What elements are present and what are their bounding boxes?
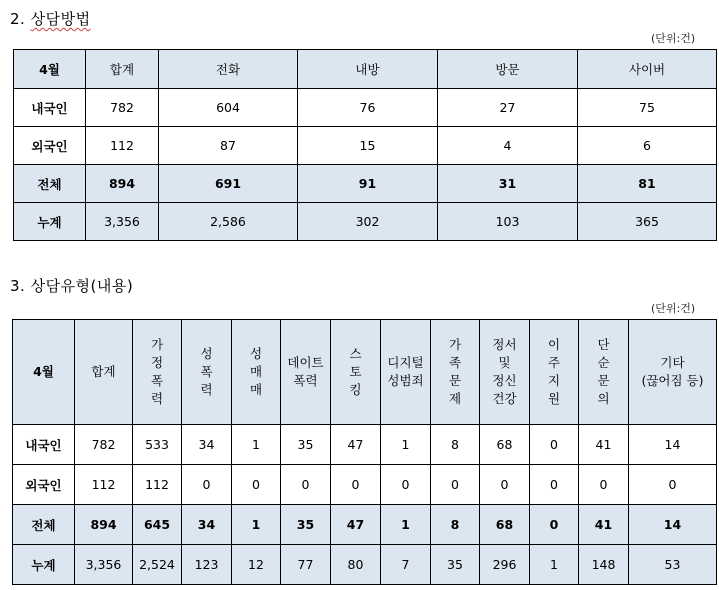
table-cell: 77 [281, 545, 331, 585]
table-cell: 103 [438, 203, 578, 241]
table-header-row [13, 320, 717, 425]
table-cell: 3,356 [75, 545, 133, 585]
table-cell: 91 [298, 165, 438, 203]
section1-title-word: 상담방법 [30, 10, 91, 28]
table-cell: 27 [438, 89, 578, 127]
table-row [14, 203, 717, 241]
header-cell: 가 족 문 제 [431, 320, 480, 425]
table-cell: 41 [579, 425, 629, 465]
table-cell: 112 [86, 127, 159, 165]
table-cell: 1 [381, 505, 431, 545]
table-cell: 68 [480, 425, 530, 465]
table-cell: 2,524 [133, 545, 182, 585]
header-cell: 정서 및 정신 건강 [480, 320, 530, 425]
table-cell: 3,356 [86, 203, 159, 241]
table-cell: 365 [578, 203, 717, 241]
table-cell: 2,586 [159, 203, 298, 241]
table-row [14, 127, 717, 165]
table-cell: 302 [298, 203, 438, 241]
table-cell: 0 [530, 505, 579, 545]
header-cell: 성 매 매 [232, 320, 281, 425]
table-row [13, 505, 717, 545]
table-cell: 604 [159, 89, 298, 127]
section1-unit: (단위:건) [651, 32, 696, 45]
header-cell: 4월 [13, 320, 75, 425]
row-label: 누계 [14, 203, 86, 241]
table-cell: 0 [480, 465, 530, 505]
table-cell: 1 [530, 545, 579, 585]
table-cell: 81 [578, 165, 717, 203]
table-cell: 894 [75, 505, 133, 545]
header-cell: 가 정 폭 력 [133, 320, 182, 425]
table-cell: 34 [182, 425, 232, 465]
table-header-row [14, 50, 717, 89]
table-row [13, 465, 717, 505]
header-cell: 합계 [86, 50, 159, 89]
table-cell: 53 [629, 545, 717, 585]
section2-title: 3. 상담유형(내용) [10, 277, 134, 295]
section1-title-prefix: 2. [10, 10, 31, 28]
table-cell: 0 [530, 425, 579, 465]
row-label: 외국인 [14, 127, 86, 165]
header-cell: 기타 (끊어짐 등) [629, 320, 717, 425]
table-cell: 0 [579, 465, 629, 505]
table-cell: 75 [578, 89, 717, 127]
table-cell: 8 [431, 505, 480, 545]
table-cell: 80 [331, 545, 381, 585]
header-cell: 스 토 킹 [331, 320, 381, 425]
header-cell: 성 폭 력 [182, 320, 232, 425]
table-cell: 68 [480, 505, 530, 545]
table-cell: 123 [182, 545, 232, 585]
table-cell: 0 [232, 465, 281, 505]
table-cell: 0 [281, 465, 331, 505]
table-cell: 112 [75, 465, 133, 505]
table-cell: 1 [232, 425, 281, 465]
section2-unit: (단위:건) [651, 302, 696, 315]
row-label: 누계 [13, 545, 75, 585]
table-cell: 4 [438, 127, 578, 165]
consultation-type-table [12, 319, 717, 585]
table-cell: 0 [381, 465, 431, 505]
table-cell: 76 [298, 89, 438, 127]
table-cell: 31 [438, 165, 578, 203]
row-label: 외국인 [13, 465, 75, 505]
table-cell: 6 [578, 127, 717, 165]
header-cell: 이 주 지 원 [530, 320, 579, 425]
table-cell: 15 [298, 127, 438, 165]
header-cell: 4월 [14, 50, 86, 89]
table-row [13, 545, 717, 585]
table-cell: 112 [133, 465, 182, 505]
table-cell: 533 [133, 425, 182, 465]
header-cell: 데이트 폭력 [281, 320, 331, 425]
header-cell: 전화 [159, 50, 298, 89]
table-cell: 34 [182, 505, 232, 545]
table-cell: 0 [331, 465, 381, 505]
table-cell: 8 [431, 425, 480, 465]
table-row [14, 165, 717, 203]
header-cell: 합계 [75, 320, 133, 425]
table-cell: 0 [182, 465, 232, 505]
table-cell: 35 [431, 545, 480, 585]
table-cell: 645 [133, 505, 182, 545]
table-cell: 148 [579, 545, 629, 585]
row-label: 전체 [13, 505, 75, 545]
table-cell: 0 [431, 465, 480, 505]
table-cell: 1 [232, 505, 281, 545]
row-label: 내국인 [14, 89, 86, 127]
table-cell: 41 [579, 505, 629, 545]
table-cell: 7 [381, 545, 431, 585]
table-cell: 1 [381, 425, 431, 465]
table-row [14, 89, 717, 127]
table-cell: 87 [159, 127, 298, 165]
row-label: 내국인 [13, 425, 75, 465]
table-cell: 35 [281, 505, 331, 545]
table-cell: 782 [86, 89, 159, 127]
table-cell: 35 [281, 425, 331, 465]
table-cell: 12 [232, 545, 281, 585]
header-cell: 사이버 [578, 50, 717, 89]
table-cell: 0 [530, 465, 579, 505]
header-cell: 디지털 성범죄 [381, 320, 431, 425]
table-cell: 47 [331, 425, 381, 465]
table-cell: 894 [86, 165, 159, 203]
header-cell: 내방 [298, 50, 438, 89]
table-cell: 0 [629, 465, 717, 505]
header-cell: 단 순 문 의 [579, 320, 629, 425]
table-cell: 782 [75, 425, 133, 465]
header-cell: 방문 [438, 50, 578, 89]
table-cell: 296 [480, 545, 530, 585]
table-cell: 14 [629, 505, 717, 545]
section1-title [10, 8, 91, 29]
table-cell: 14 [629, 425, 717, 465]
table-row [13, 425, 717, 465]
table-cell: 691 [159, 165, 298, 203]
table-cell: 47 [331, 505, 381, 545]
consultation-method-table [13, 49, 717, 241]
row-label: 전체 [14, 165, 86, 203]
